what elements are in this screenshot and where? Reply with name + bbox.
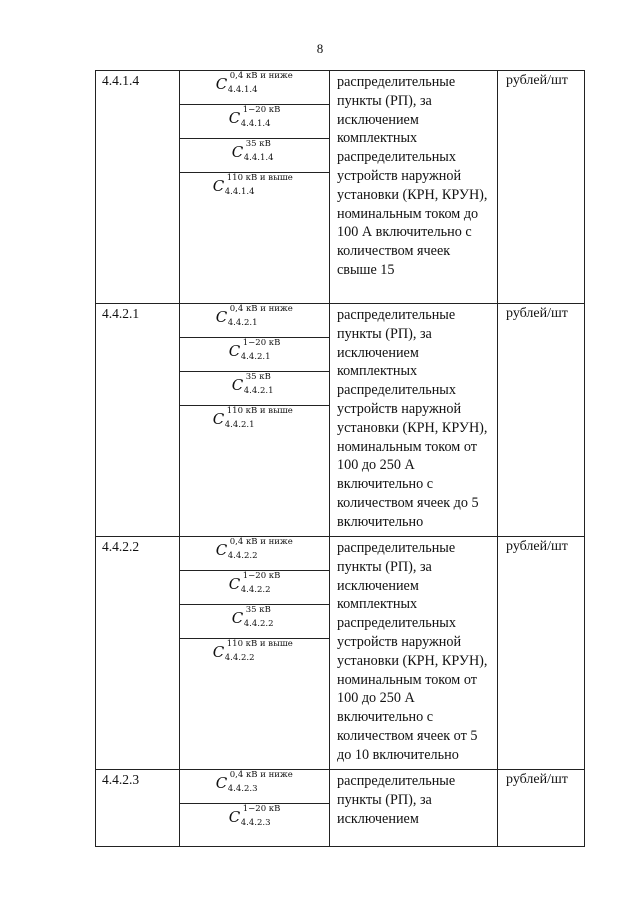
formula: C 1−20 кВ 4.4.2.3	[228, 804, 281, 828]
row-description: распределительные пункты (РП), за исключением комплектных распределительных устройств наружной установки (КРН, КРУН), номинальным током до 100 А включительно с количеством ячеек свыше 15	[330, 71, 498, 303]
formula: C 0,4 кВ и ниже 4.4.2.1	[180, 304, 329, 338]
row-code: 4.4.2.3	[96, 770, 180, 846]
formula: C 1−20 кВ 4.4.1.4	[180, 105, 329, 139]
rate-table	[95, 70, 585, 847]
formula: C 1−20 кВ 4.4.2.1	[180, 338, 329, 372]
formula: C 0,4 кВ и ниже 4.4.2.3	[180, 770, 329, 804]
formula: C 110 кВ и выше 4.4.1.4	[212, 173, 293, 197]
formula: C 110 кВ и выше 4.4.2.2	[212, 639, 293, 663]
table-row	[95, 536, 585, 769]
row-description: распределительные пункты (РП), за исключением	[330, 770, 498, 846]
formula-cell	[180, 537, 330, 769]
table-row	[95, 769, 585, 847]
row-unit: рублей/шт	[506, 539, 568, 554]
formula-cell	[180, 71, 330, 303]
formula: C 35 кВ 4.4.2.1	[180, 372, 329, 406]
row-unit: рублей/шт	[506, 772, 568, 787]
row-unit: рублей/шт	[506, 306, 568, 321]
row-description: распределительные пункты (РП), за исключением комплектных распределительных устройств наружной установки (КРН, КРУН), номинальным током от 100 до 250 А включительно с количеством ячеек до 5 включительно	[330, 304, 498, 536]
formula: C 0,4 кВ и ниже 4.4.1.4	[180, 71, 329, 105]
formula: C 1−20 кВ 4.4.2.2	[180, 571, 329, 605]
page-number: 8	[316, 41, 324, 56]
formula-cell	[180, 770, 330, 846]
formula-cell	[180, 304, 330, 536]
row-code: 4.4.2.1	[96, 304, 180, 536]
table-row	[95, 303, 585, 536]
formula: C 0,4 кВ и ниже 4.4.2.2	[180, 537, 329, 571]
formula: C 35 кВ 4.4.1.4	[180, 139, 329, 173]
formula: C 110 кВ и выше 4.4.2.1	[212, 406, 293, 430]
formula: C 35 кВ 4.4.2.2	[180, 605, 329, 639]
row-description: распределительные пункты (РП), за исключением комплектных распределительных устройств наружной установки (КРН, КРУН), номинальным током от 100 до 250 А включительно с количеством ячеек от 5 до 10 включительно	[330, 537, 498, 769]
row-unit: рублей/шт	[506, 73, 568, 88]
table-row	[95, 70, 585, 303]
row-code: 4.4.2.2	[96, 537, 180, 769]
row-code: 4.4.1.4	[96, 71, 180, 303]
